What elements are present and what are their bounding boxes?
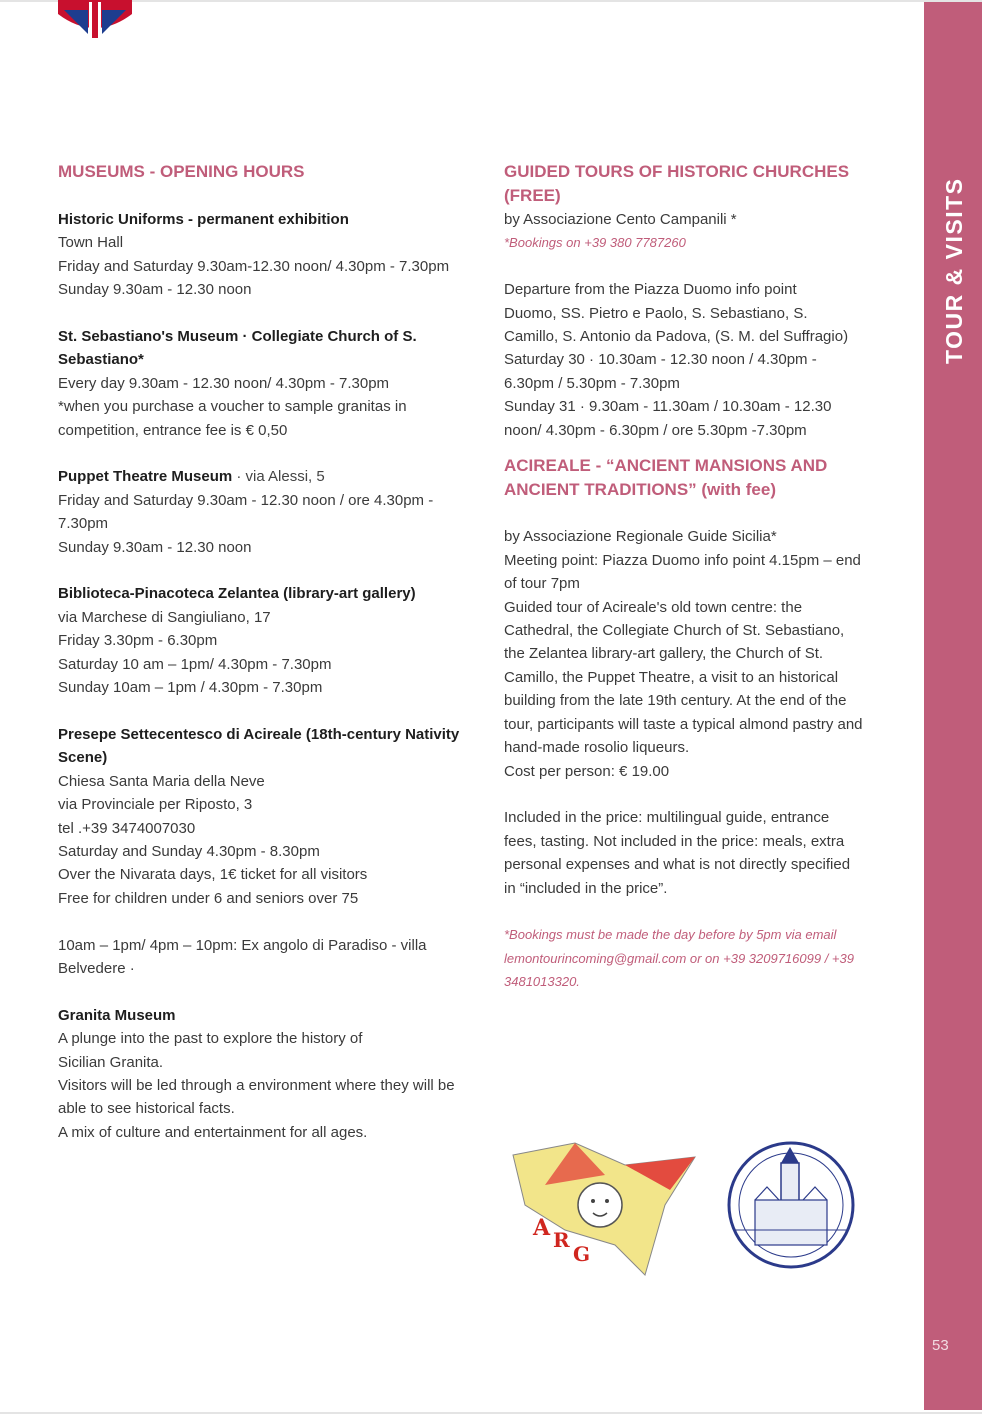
presepe-line: tel .+39 3474007030 [58, 819, 196, 837]
presepe-line: Chiesa Santa Maria della Neve [58, 772, 265, 790]
left-column [58, 160, 478, 1144]
puppet-title: Puppet Theatre Museum [58, 468, 233, 486]
svg-text:A: A [533, 1215, 551, 1241]
churches-by: by Associazione Cento Campanili * [504, 211, 737, 228]
mansions-booking: *Bookings must be made the day before by 5pm via email lemontourincoming@gmail.com or on +39 3209716099 / +39 3481013320. [504, 927, 854, 990]
uniforms-line: Friday and Saturday 9.30am-12.30 noon/ 4.30pm - 7.30pm [58, 257, 450, 275]
biblioteca-line: via Marchese di Sangiuliano, 17 [58, 608, 271, 626]
uk-flag-icon [58, 0, 132, 38]
granita-line: A mix of culture and entertainment for all ages. [58, 1123, 368, 1141]
uniforms-block [58, 208, 478, 302]
arg-sicily-logo [513, 1143, 695, 1275]
uniforms-line: Town Hall [58, 234, 124, 252]
biblioteca-title: Biblioteca-Pinacoteca Zelantea (library-art gallery) [58, 585, 416, 603]
puppet-line: Sunday 9.30am - 12.30 noon [58, 538, 252, 556]
uniforms-line: Sunday 9.30am - 12.30 noon [58, 281, 252, 299]
mansions-included: Included in the price: multilingual guide, entrance fees, tasting. Not included in the price: meals, extra personal expenses and what is not directly specified in “included in the price”. [504, 809, 851, 897]
presepe-block [58, 723, 478, 980]
puppet-block [58, 465, 478, 559]
associazione-cento-campanili-logo [729, 1143, 853, 1267]
uniforms-title: Historic Uniforms - permanent exhibition [58, 211, 349, 228]
mansions-line: Guided tour of Acireale's old town centre: the Cathedral, the Collegiate Church of St. Sebastiano, the Zelantea library-art gallery, the Church of St. Camillo, the Puppet Theatre, a visit to an historical building from the late 19th century. At the end of the tour, participants will taste a typical almond pastry and hand-made rosolio liqueurs. [504, 598, 863, 757]
mansions-heading [504, 454, 864, 502]
side-tab-label: TOUR & VISITS [941, 177, 967, 364]
presepe-line: Over the Nivarata days, 1€ ticket for all visitors [58, 866, 368, 884]
biblioteca-line: Saturday 10 am – 1pm/ 4.30pm - 7.30pm [58, 655, 332, 673]
presepe-line: via Provinciale per Riposto, 3 [58, 796, 253, 814]
museums-heading: MUSEUMS - OPENING HOURS [58, 162, 305, 181]
biblioteca-line: Friday 3.30pm - 6.30pm [58, 632, 218, 650]
svg-text:G: G [573, 1242, 591, 1266]
biblioteca-block [58, 582, 478, 699]
biblioteca-line: Sunday 10am – 1pm / 4.30pm - 7.30pm [58, 679, 323, 697]
churches-heading: GUIDED TOURS OF HISTORIC CHURCHES (FREE) [504, 162, 850, 205]
presepe-extra: 10am – 1pm/ 4pm – 10pm: Ex angolo di Paradiso - villa Belvedere · [58, 936, 427, 977]
puppet-address: · via Alessi, 5 [232, 468, 325, 486]
granita-block [58, 1004, 478, 1144]
granita-line: Sicilian Granita. [58, 1053, 164, 1071]
churches-line: Sunday 31 · 9.30am - 11.30am / 10.30am - 12.30 noon/ 4.30pm - 6.30pm / ore 5.30pm -7.30pm [504, 398, 832, 439]
sebastiano-line: *when you purchase a voucher to sample granitas in competition, entrance fee is € 0,50 [58, 398, 407, 439]
right-column [504, 160, 864, 994]
granita-line: Visitors will be led through a environment where they will be able to see historical facts. [58, 1076, 455, 1118]
churches-line: Saturday 30 · 10.30am - 12.30 noon / 4.30pm - 6.30pm / 5.30pm - 7.30pm [504, 351, 817, 392]
churches-line: Departure from the Piazza Duomo info point [504, 281, 797, 299]
mansions-line: by Associazione Regionale Guide Sicilia* [504, 528, 777, 546]
page-number: 53 [932, 1337, 949, 1354]
svg-text:R: R [553, 1228, 570, 1252]
mansions-heading-text: ACIREALE - “ANCIENT MANSIONS AND ANCIENT TRADITIONS” [504, 456, 828, 500]
sebastiano-block [58, 325, 478, 442]
puppet-line: Friday and Saturday 9.30am - 12.30 noon / ore 4.30pm - 7.30pm [58, 491, 434, 533]
partner-logos [505, 1135, 855, 1285]
granita-title: Granita Museum [58, 1006, 176, 1024]
granita-line: A plunge into the past to explore the history of [58, 1030, 363, 1048]
churches-line: Duomo, SS. Pietro e Paolo, S. Sebastiano, S. Camillo, S. Antonio da Padova, (S. M. del Suffragio) [504, 304, 849, 346]
presepe-line: Saturday and Sunday 4.30pm - 8.30pm [58, 842, 320, 860]
mansions-line: Cost per person: € 19.00 [504, 762, 670, 780]
presepe-line: Free for children under 6 and seniors over 75 [58, 889, 359, 907]
presepe-title: Presepe Settecentesco di Acireale (18th-century Nativity Scene) [58, 725, 460, 767]
sebastiano-title: St. Sebastiano's Museum · Collegiate Church of S. Sebastiano* [58, 328, 417, 369]
sebastiano-line: Every day 9.30am - 12.30 noon/ 4.30pm - 7.30pm [58, 374, 390, 392]
churches-booking: *Bookings on +39 380 7787260 [504, 235, 686, 251]
mansions-heading-suffix: (with fee) [696, 480, 777, 500]
mansions-line: Meeting point: Piazza Duomo info point 4.15pm – end of tour 7pm [504, 551, 861, 593]
